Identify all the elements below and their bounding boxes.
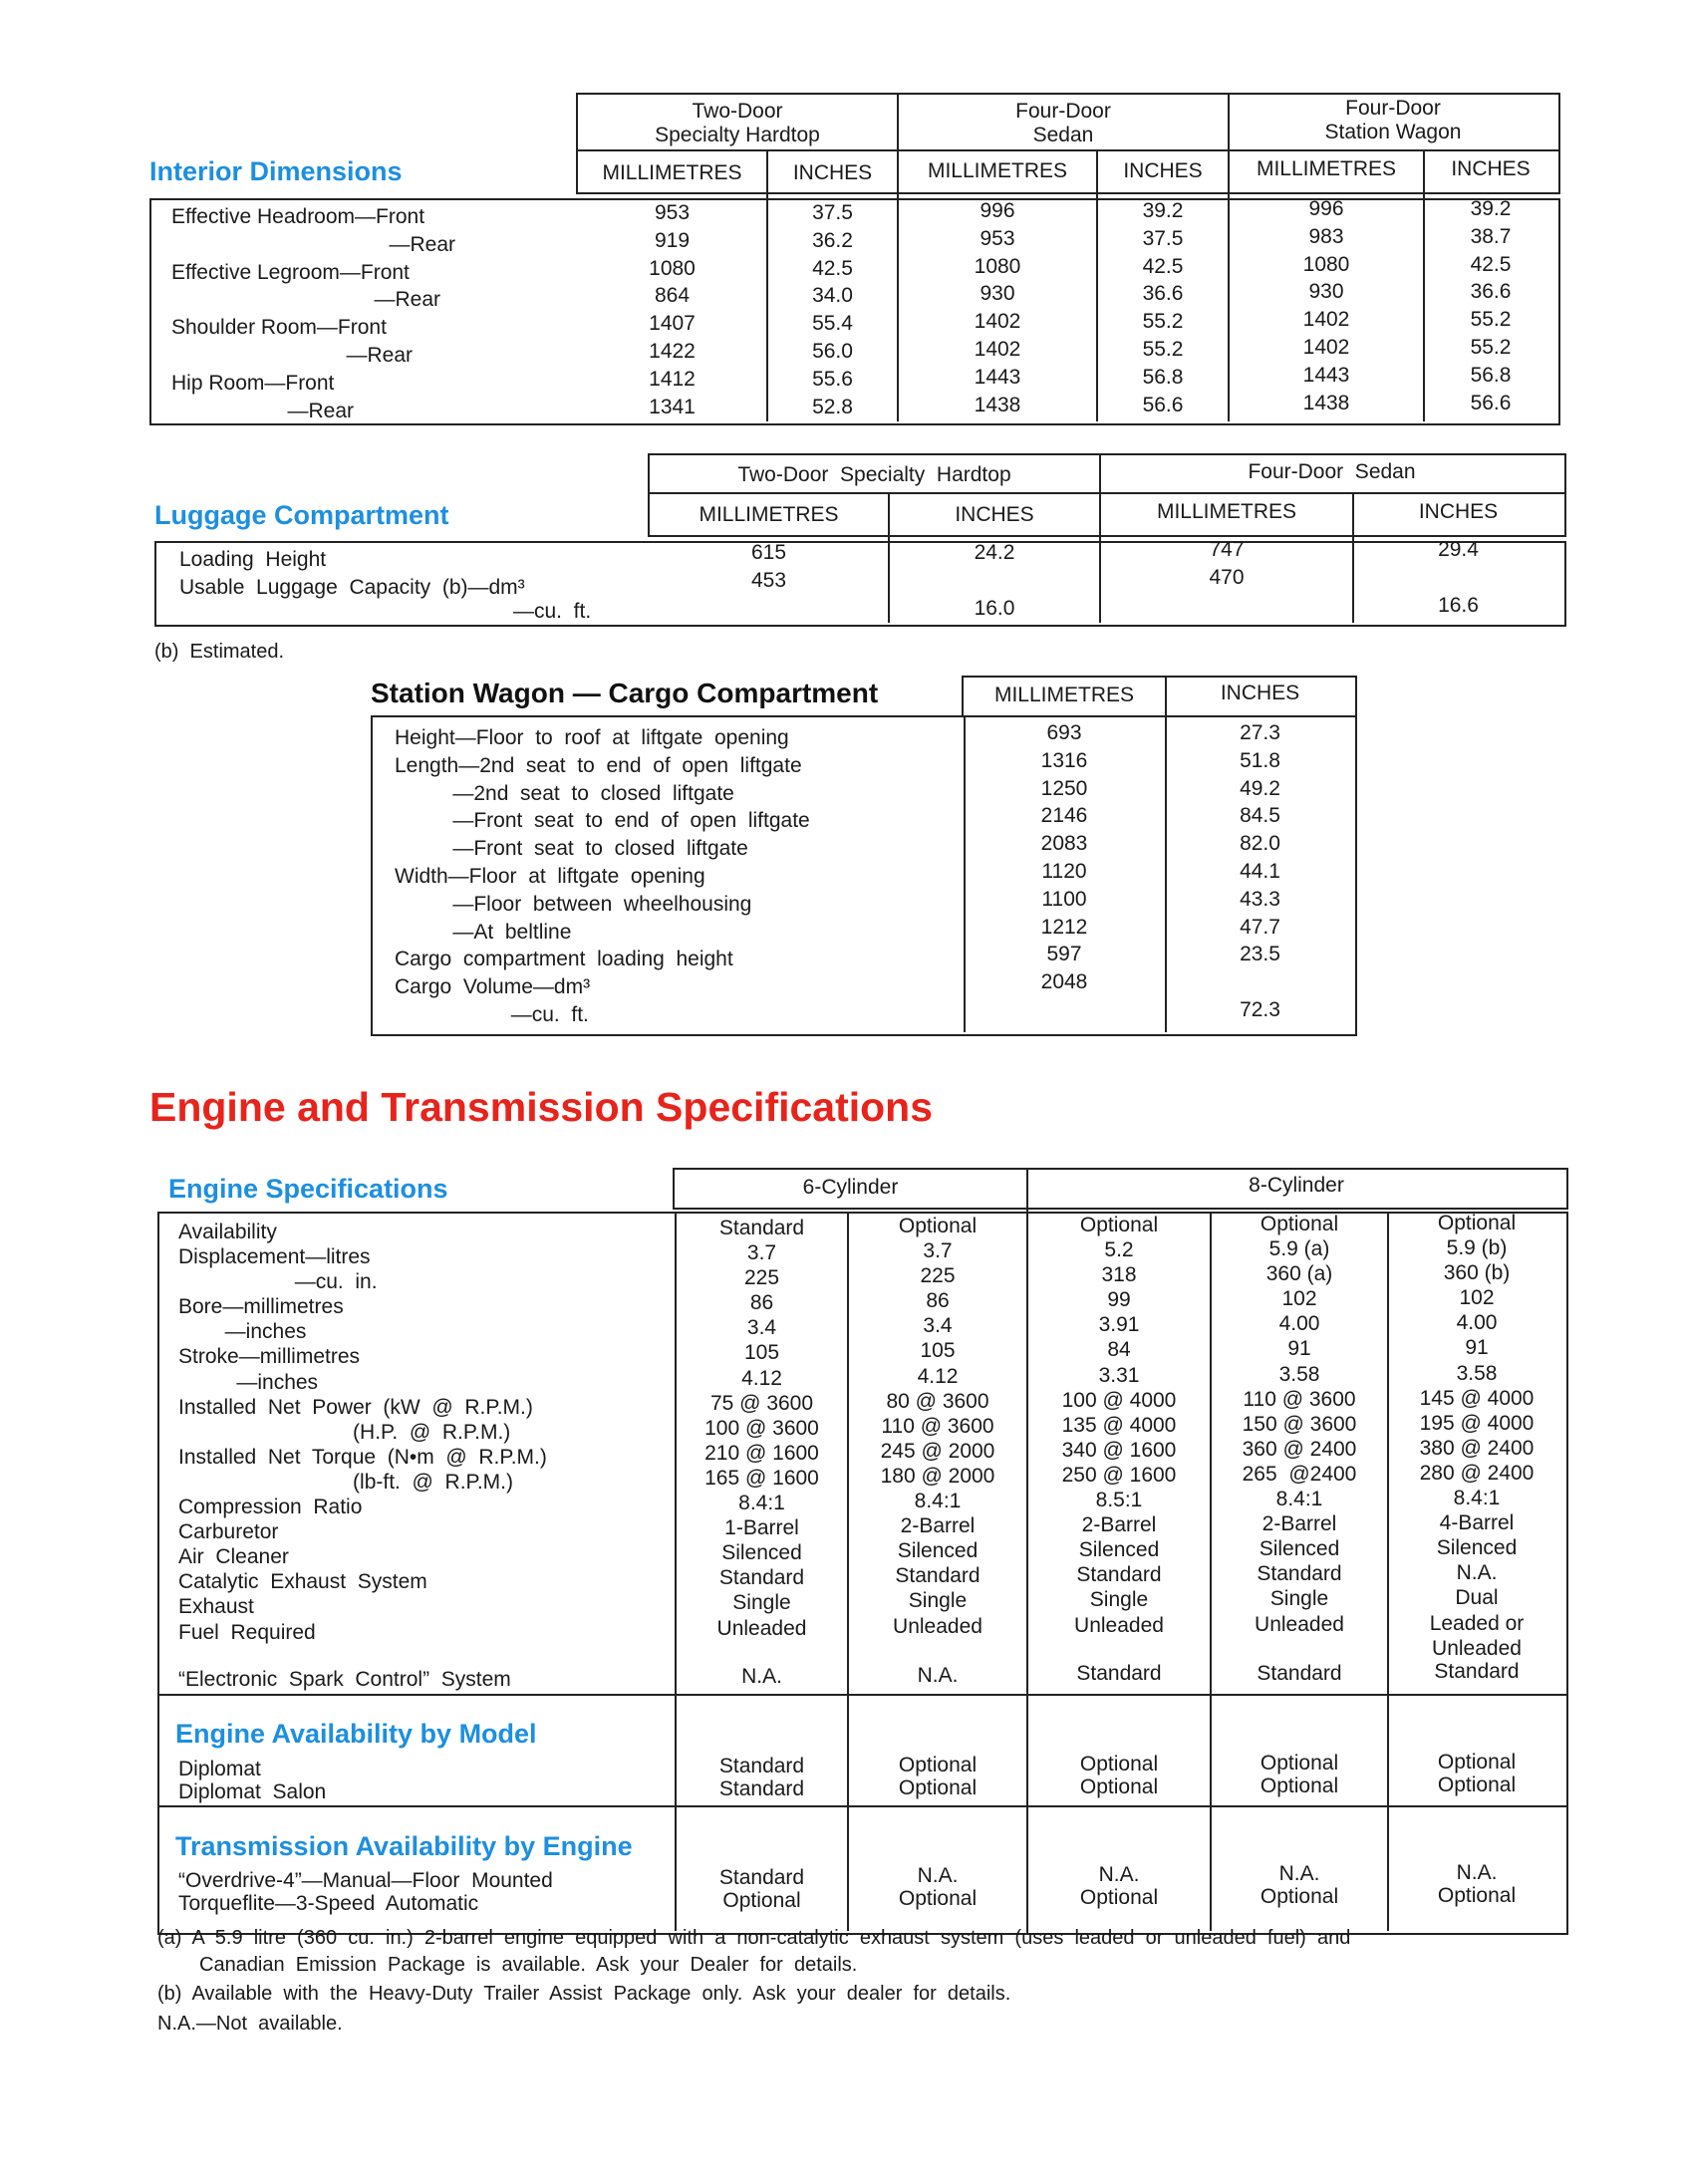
luggage-unit-mm-2: MILLIMETRES	[1156, 500, 1297, 523]
interior-row-label: Shoulder Room—Front	[171, 316, 387, 340]
luggage-col-sedan-mm: 747 470	[1209, 538, 1245, 589]
interior-row-label: —Rear	[389, 232, 455, 256]
interior-row-label: Effective Headroom—Front	[171, 205, 425, 228]
luggage-unit-in-2: INCHES	[1418, 500, 1499, 523]
interior-row-label: Hip Room—Front	[171, 371, 335, 395]
luggage-title: Luggage Compartment	[154, 500, 449, 530]
transmission-col-2: N.A. Optional	[898, 1864, 978, 1910]
footnote-a-line2: Canadian Emission Package is available. Ask your Dealer for details.	[199, 1954, 858, 1976]
cargo-row-labels: Height—Floor to roof at liftgate opening Length—2nd seat to end of open liftgate —2nd seat to closed liftgate —Front seat to end of open liftgate —Front seat to closed liftgate Width—Floor at liftgate opening —Floor between wheelhousing —At beltline Cargo compartment loading height Cargo Volume—dm³ —cu. ft.	[395, 726, 810, 1026]
transmission-labels: “Overdrive-4”—Manual—Floor Mounted Torqueflite—3-Speed Automatic	[178, 1869, 553, 1915]
cargo-title: Station Wagon — Cargo Compartment	[371, 678, 879, 708]
footnote-na: N.A.—Not available.	[157, 2013, 343, 2035]
footnote-a-line1: (a) A 5.9 litre (360 cu. in.) 2-barrel engine equipped with a non-catalytic exhaust system (uses leaded or unleaded fuel) and	[157, 1927, 1351, 1949]
interior-col-sedan-mm: 996 953 1080 930 1402 1402 1443 1438	[974, 199, 1021, 416]
luggage-col-hardtop-in: 24.2 16.0	[974, 541, 1015, 620]
interior-group-sedan: Four-Door Sedan	[1015, 100, 1111, 146]
interior-unit-mm-2: MILLIMETRES	[927, 159, 1068, 182]
availability-col-5: Optional Optional	[1437, 1751, 1517, 1796]
interior-group-wagon: Four-Door Station Wagon	[1324, 97, 1462, 143]
availability-col-4: Optional Optional	[1260, 1752, 1339, 1797]
engine-col-3: Optional 5.2 318 99 3.91 84 3.31 100 @ 4000 135 @ 4000 340 @ 1600 250 @ 1600 8.5:1 2-Barrel Silenced Standard Single Unleaded	[1061, 1214, 1177, 1637]
luggage-unit-in-1: INCHES	[955, 503, 1034, 526]
luggage-col-sedan-in: 29.4 16.6	[1438, 538, 1479, 617]
esc-col-3: Standard	[1076, 1662, 1162, 1685]
section-title: Engine and Transmission Specifications	[149, 1084, 934, 1130]
engine-specs-title: Engine Specifications	[168, 1174, 448, 1204]
interior-col-wagon-mm: 996 983 1080 930 1402 1402 1443 1438	[1302, 197, 1350, 414]
luggage-footnote: (b) Estimated.	[154, 641, 285, 663]
interior-unit-mm-1: MILLIMETRES	[602, 161, 742, 184]
luggage-row-labels: Loading Height Usable Luggage Capacity (b)—dm³	[179, 548, 525, 599]
interior-row-label: —Rear	[346, 343, 413, 367]
interior-unit-mm-3: MILLIMETRES	[1256, 157, 1397, 180]
transmission-col-4: N.A. Optional	[1260, 1862, 1339, 1908]
interior-dimensions-title: Interior Dimensions	[149, 156, 403, 186]
esc-col-5: Standard	[1434, 1660, 1520, 1683]
interior-row-labels	[171, 203, 470, 424]
transmission-col-3: N.A. Optional	[1079, 1863, 1159, 1909]
engine-group-6cyl: 6-Cylinder	[802, 1176, 899, 1199]
interior-group-hardtop: Two-Door Specialty Hardtop	[655, 100, 820, 146]
engine-group-8cyl: 8-Cylinder	[1249, 1174, 1344, 1197]
cargo-unit-in: INCHES	[1220, 682, 1300, 704]
interior-row-label: —Rear	[374, 288, 440, 312]
engine-col-5: Optional 5.9 (b) 360 (b) 102 4.00 91 3.58 145 @ 4000 195 @ 4000 380 @ 2400 280 @ 2400 8.4:1 4-Barrel Silenced N.A. Dual Leaded or Unleaded	[1419, 1212, 1535, 1660]
interior-row-label: —Rear	[287, 399, 354, 422]
transmission-col-5: N.A. Optional	[1437, 1861, 1517, 1907]
engine-col-4: Optional 5.9 (a) 360 (a) 102 4.00 91 3.58 110 @ 3600 150 @ 3600 360 @ 2400 265 @2400 8.4:1 2-Barrel Silenced Standard Single Unleaded	[1242, 1213, 1357, 1636]
engine-row-labels: Availability Displacement—litres —cu. in. Bore—millimetres —inches Stroke—millimetres —inches Installed Net Power (kW @ R.P.M.) (H.P. @ R.P.M.) Installed Net Torque (N•m @ R.P.M.) (lb-ft. @ R.P.M.) Compression Ratio Carburetor Air Cleaner Catalytic Exhaust System Exhaust Fuel Required	[178, 1221, 547, 1644]
engine-col-1: Standard 3.7 225 86 3.4 105 4.12 75 @ 3600 100 @ 3600 210 @ 1600 165 @ 1600 8.4:1 1-Barrel Silenced Standard Single Unleaded	[704, 1217, 819, 1640]
luggage-col-hardtop-mm: 615 453	[750, 541, 787, 592]
availability-title: Engine Availability by Model	[175, 1719, 537, 1749]
cargo-col-mm: 693 1316 1250 2146 2083 1120 1100 1212 597 2048	[1040, 721, 1088, 994]
interior-col-hardtop-mm: 953 919 1080 864 1407 1422 1412 1341	[649, 201, 696, 418]
interior-unit-in-3: INCHES	[1451, 157, 1531, 180]
availability-labels: Diplomat Diplomat Salon	[178, 1758, 327, 1803]
luggage-group-hardtop: Two-Door Specialty Hardtop	[737, 463, 1011, 486]
availability-col-3: Optional Optional	[1079, 1753, 1159, 1798]
availability-col-1: Standard Standard	[718, 1755, 805, 1800]
interior-row-label: Effective Legroom—Front	[171, 260, 410, 284]
interior-col-hardtop-in: 37.5 36.2 42.5 34.0 55.4 56.0 55.6 52.8	[812, 201, 853, 418]
esc-col-1: N.A.	[741, 1665, 782, 1688]
luggage-group-sedan: Four-Door Sedan	[1248, 460, 1416, 483]
esc-col-2: N.A.	[917, 1664, 959, 1687]
footnote-b: (b) Available with the Heavy-Duty Trailer Assist Package only. Ask your dealer for details.	[157, 1983, 1011, 2005]
transmission-title: Transmission Availability by Engine	[175, 1831, 633, 1861]
engine-col-2: Optional 3.7 225 86 3.4 105 4.12 80 @ 3600 110 @ 3600 245 @ 2000 180 @ 2000 8.4:1 2-Barrel Silenced Standard Single Unleaded	[880, 1215, 995, 1638]
interior-unit-in-2: INCHES	[1123, 159, 1203, 182]
interior-unit-in-1: INCHES	[792, 161, 873, 184]
transmission-col-1: Standard Optional	[718, 1866, 805, 1912]
luggage-unit-mm-1: MILLIMETRES	[699, 503, 839, 526]
cargo-unit-mm: MILLIMETRES	[993, 683, 1135, 706]
esc-col-4: Standard	[1257, 1662, 1342, 1685]
availability-col-2: Optional Optional	[898, 1754, 978, 1799]
cargo-col-in: 27.3 51.8 49.2 84.5 82.0 44.1 43.3 47.7 23.5 72.3	[1240, 721, 1280, 1021]
luggage-cuft-label: —cu. ft.	[513, 600, 592, 623]
interior-col-sedan-in: 39.2 37.5 42.5 36.6 55.2 55.2 56.8 56.6	[1142, 199, 1184, 416]
esc-label: “Electronic Spark Control” System	[178, 1668, 511, 1691]
interior-col-wagon-in: 39.2 38.7 42.5 36.6 55.2 55.2 56.8 56.6	[1470, 197, 1512, 414]
